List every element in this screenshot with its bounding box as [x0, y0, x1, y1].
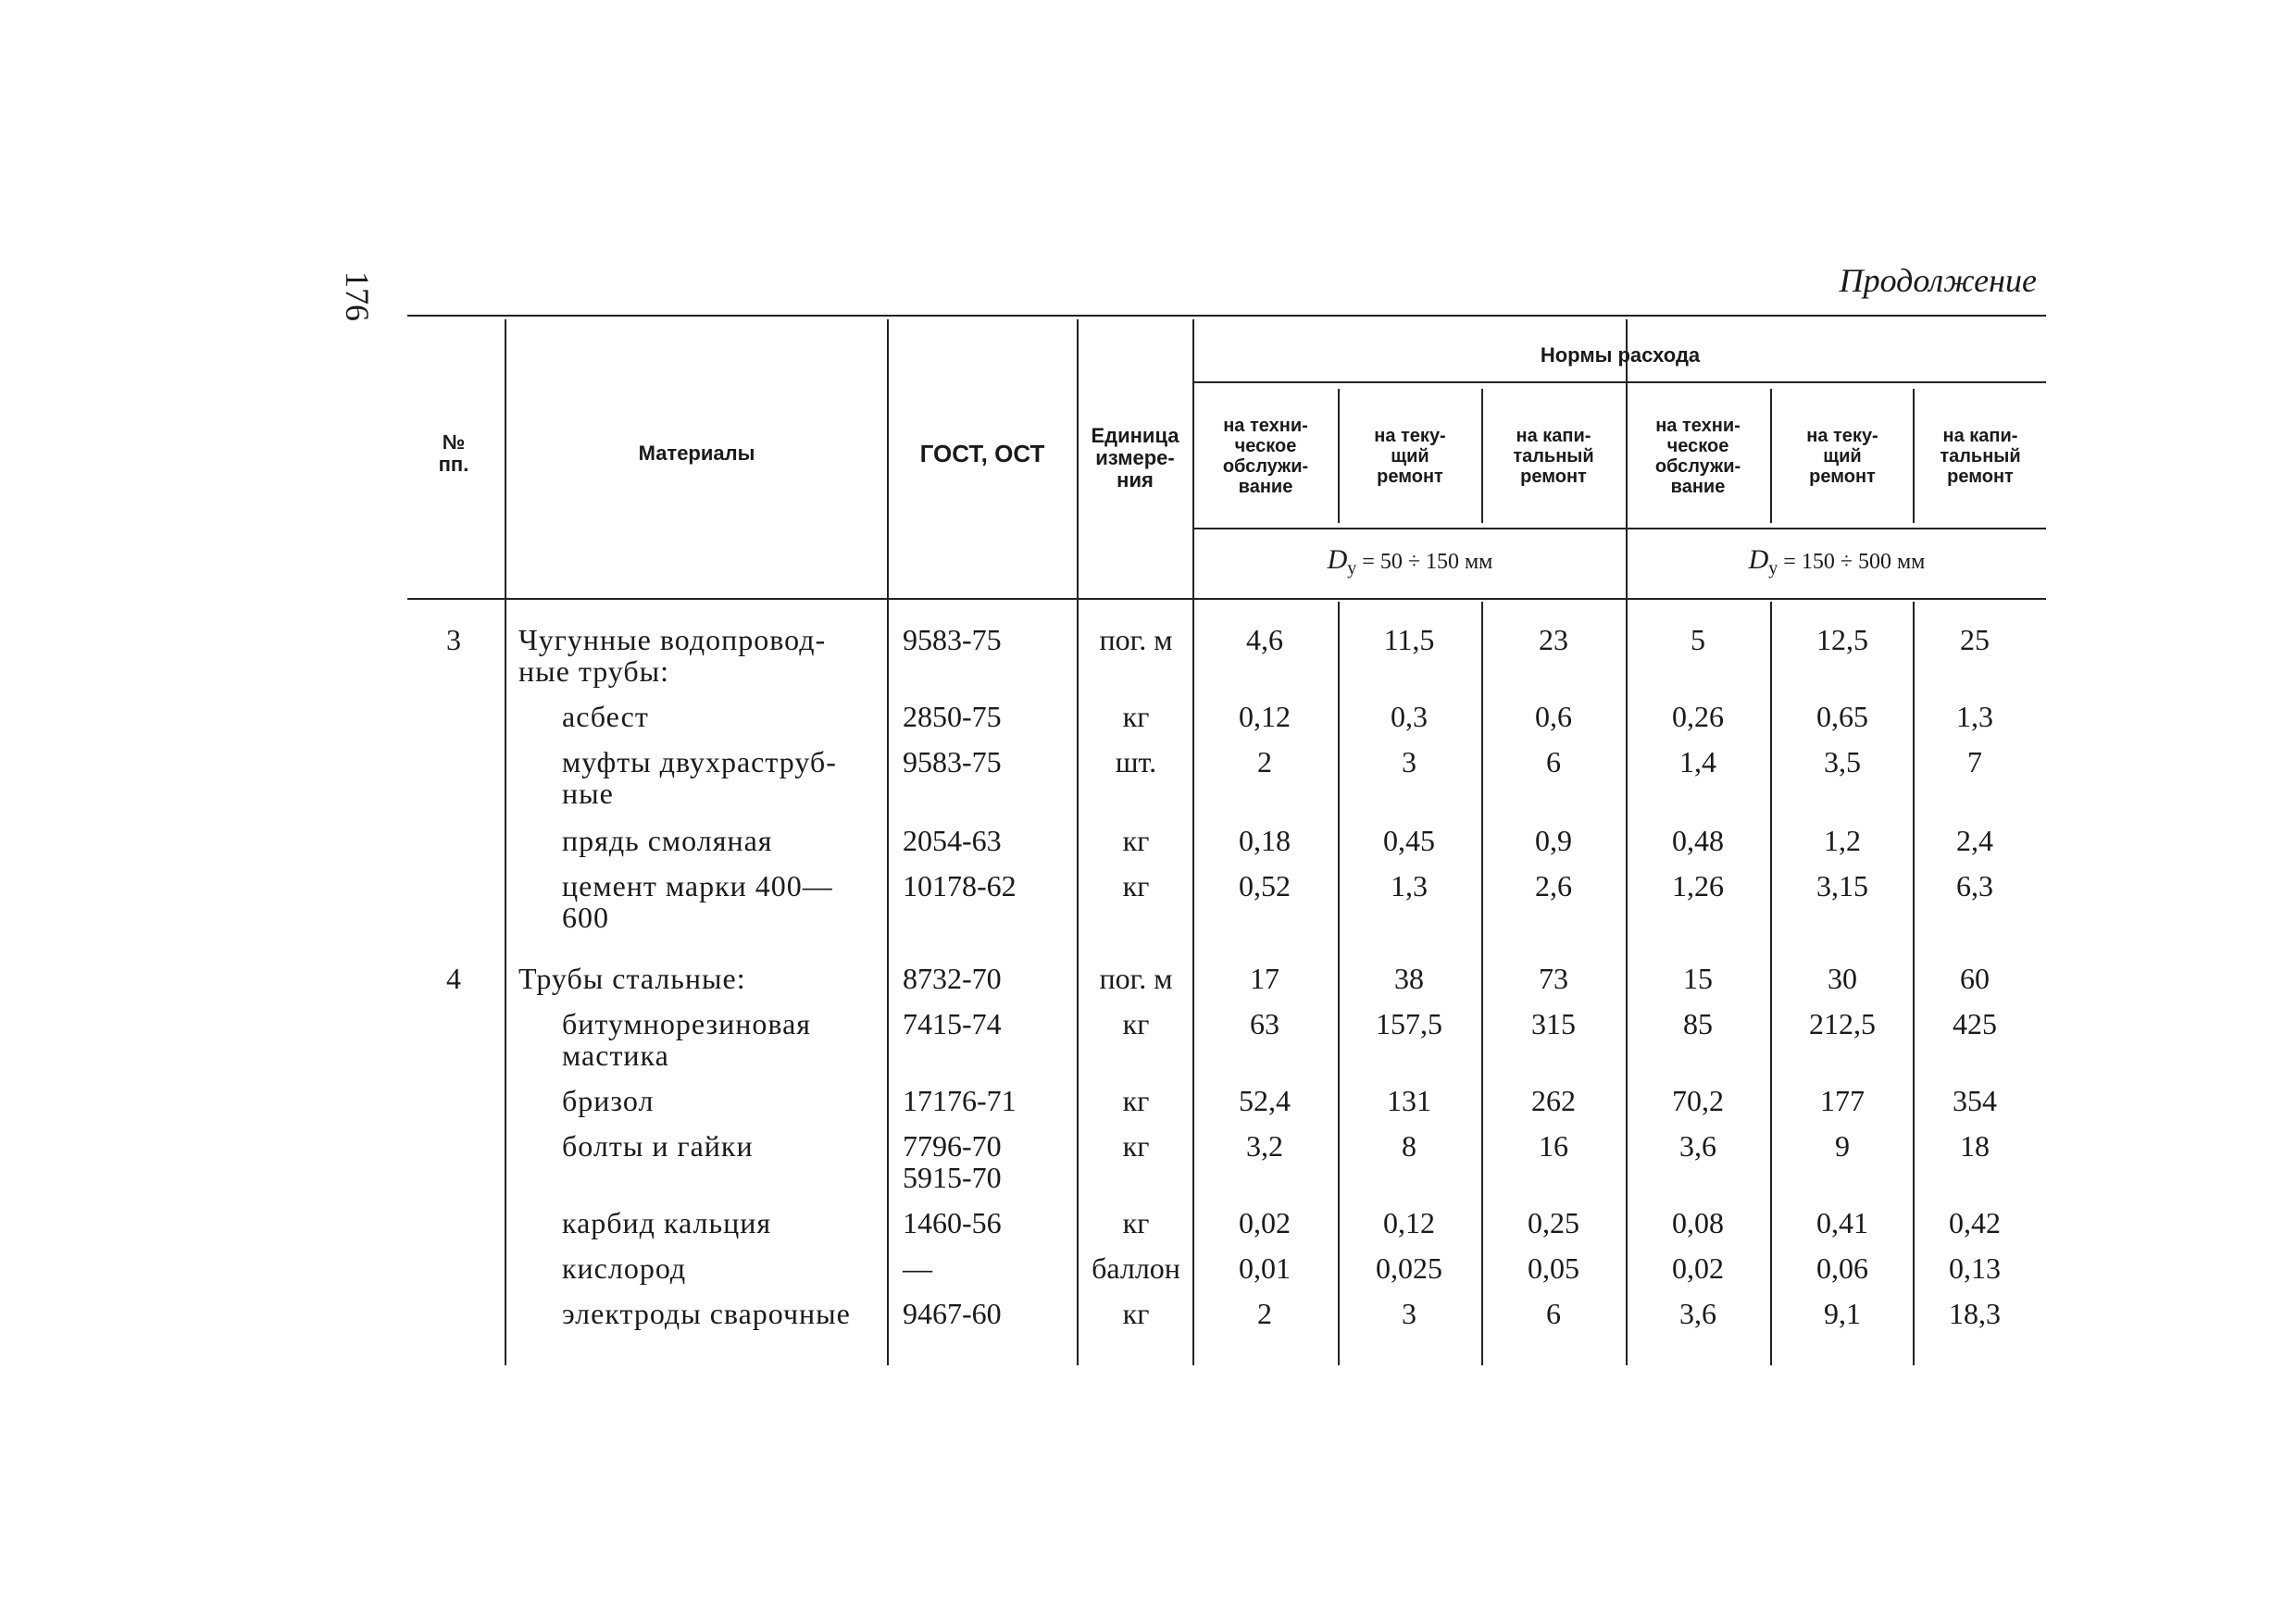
- header-range-1: [1194, 532, 1626, 595]
- row-material: битумнорезиновая мастика: [562, 1007, 812, 1072]
- row-value-5: 3,5: [1824, 745, 1861, 778]
- row-value-3: 6: [1546, 1297, 1561, 1330]
- row-unit: пог. м: [1099, 623, 1173, 656]
- row-value-1: 2: [1257, 1297, 1272, 1330]
- header-col-6: на капи- тальный ремонт: [1940, 425, 2021, 487]
- range-1-symbol: D: [1327, 543, 1348, 575]
- row-material: прядь смоляная: [562, 824, 773, 857]
- row-material: асбест: [562, 700, 649, 733]
- row-unit: кг: [1122, 1007, 1150, 1040]
- header-col-1: на техни- ческое обслужи- вание: [1222, 415, 1309, 497]
- row-value-1: 63: [1250, 1007, 1279, 1040]
- row-value-4: 1,4: [1679, 745, 1716, 778]
- row-material: электроды сварочные: [562, 1297, 851, 1330]
- row-value-2: 11,5: [1383, 623, 1435, 656]
- row-value-1: 0,12: [1239, 700, 1291, 733]
- row-unit: кг: [1122, 1084, 1150, 1117]
- row-unit: кг: [1122, 1129, 1150, 1163]
- header-col-2: на теку- щий ремонт: [1374, 425, 1446, 487]
- row-value-2: 0,3: [1391, 700, 1428, 733]
- col-rule-2: [887, 319, 889, 1365]
- row-value-2: 38: [1394, 962, 1424, 995]
- row-material: Трубы стальные:: [518, 962, 746, 995]
- row-gost: 10178-62: [903, 869, 1017, 902]
- range-1-sub: у: [1347, 557, 1357, 579]
- row-value-2: 131: [1387, 1084, 1431, 1117]
- row-value-1: 52,4: [1239, 1084, 1291, 1117]
- range-2-sub: у: [1768, 557, 1778, 579]
- row-unit: кг: [1122, 869, 1150, 902]
- row-value-5: 1,2: [1824, 824, 1861, 857]
- row-value-6: 60: [1960, 962, 1990, 995]
- range-1-text: = 50 ÷ 150 мм: [1356, 549, 1493, 574]
- row-value-3: 0,05: [1528, 1251, 1579, 1285]
- row-value-4: 0,48: [1672, 824, 1724, 857]
- row-value-3: 73: [1539, 962, 1568, 995]
- continuation-label: Продолжение: [1839, 262, 2037, 299]
- row-value-5: 0,06: [1816, 1251, 1868, 1285]
- col-rule-6: [1481, 389, 1483, 523]
- row-value-5: 9,1: [1824, 1297, 1861, 1330]
- range-rule: [1194, 528, 2046, 529]
- col-rule-5: [1338, 389, 1340, 523]
- row-value-5: 0,41: [1816, 1206, 1868, 1239]
- row-gost: 9583-75: [903, 623, 1002, 656]
- row-value-3: 2,6: [1535, 869, 1572, 902]
- col-rule-9: [1913, 389, 1915, 523]
- col-rule-7: [1626, 319, 1628, 1365]
- col-rule-8: [1770, 389, 1772, 523]
- row-value-6: 354: [1953, 1084, 1997, 1117]
- row-value-2: 157,5: [1376, 1007, 1442, 1040]
- row-value-6: 18: [1960, 1129, 1990, 1163]
- row-value-1: 0,52: [1239, 869, 1291, 902]
- col-rule-1: [505, 319, 506, 1365]
- row-gost: 7415-74: [903, 1007, 1002, 1040]
- header-col-5: на теку- щий ремонт: [1806, 425, 1878, 487]
- row-value-4: 0,08: [1672, 1206, 1724, 1239]
- row-value-2: 8: [1402, 1129, 1416, 1163]
- row-value-1: 17: [1250, 962, 1279, 995]
- row-gost: 8732-70: [903, 962, 1002, 995]
- col-rule-8b: [1770, 602, 1772, 1365]
- row-value-3: 23: [1539, 623, 1568, 656]
- col-rule-6b: [1481, 602, 1483, 1365]
- row-unit: баллон: [1092, 1251, 1180, 1285]
- row-unit: пог. м: [1099, 962, 1173, 995]
- row-gost: 9583-75: [903, 745, 1002, 778]
- row-value-5: 12,5: [1816, 623, 1868, 656]
- row-value-1: 0,18: [1239, 824, 1291, 857]
- col-rule-4: [1192, 319, 1194, 1365]
- header-col-4: на техни- ческое обслужи- вание: [1654, 415, 1741, 497]
- row-value-4: 3,6: [1679, 1129, 1716, 1163]
- header-num: № пп.: [438, 430, 469, 476]
- header-bottom-rule: [407, 598, 2046, 600]
- row-material: болты и гайки: [562, 1129, 754, 1163]
- row-value-4: 3,6: [1679, 1297, 1716, 1330]
- row-num: 3: [446, 623, 461, 656]
- row-value-6: 0,13: [1949, 1251, 2001, 1285]
- row-value-6: 1,3: [1956, 700, 1993, 733]
- norms-rule: [1194, 381, 2046, 383]
- row-value-4: 0,26: [1672, 700, 1724, 733]
- row-value-5: 9: [1835, 1129, 1850, 1163]
- row-value-4: 1,26: [1672, 869, 1724, 902]
- header-materials: Материалы: [638, 442, 755, 465]
- row-material: бризол: [562, 1084, 655, 1117]
- row-value-6: 2,4: [1956, 824, 1993, 857]
- row-material: муфты двухраструб- ные: [562, 745, 837, 810]
- header-unit: Единица измере- ния: [1091, 424, 1179, 492]
- row-value-1: 3,2: [1246, 1129, 1283, 1163]
- row-value-4: 5: [1691, 623, 1705, 656]
- row-value-2: 0,45: [1383, 824, 1435, 857]
- row-material: цемент марки 400— 600: [562, 869, 833, 934]
- row-gost: 9467-60: [903, 1297, 1002, 1330]
- row-value-3: 6: [1546, 745, 1561, 778]
- row-value-2: 3: [1402, 1297, 1416, 1330]
- row-value-5: 3,15: [1816, 869, 1868, 902]
- row-unit: кг: [1122, 1206, 1150, 1239]
- range-2-text: = 150 ÷ 500 мм: [1778, 549, 1926, 574]
- row-value-6: 18,3: [1949, 1297, 2001, 1330]
- header-range-2: [1628, 532, 2046, 595]
- header-norms: Нормы расхода: [1540, 343, 1701, 367]
- row-gost: 2850-75: [903, 700, 1002, 733]
- row-value-5: 30: [1828, 962, 1857, 995]
- row-unit: кг: [1122, 824, 1150, 857]
- header-gost: ГОСТ, ОСТ: [919, 440, 1045, 467]
- row-unit: шт.: [1115, 745, 1157, 778]
- col-rule-3: [1077, 319, 1079, 1365]
- row-material: карбид кальция: [562, 1206, 772, 1239]
- page-number: 176: [339, 271, 376, 321]
- row-value-1: 2: [1257, 745, 1272, 778]
- row-material: кислород: [562, 1251, 687, 1285]
- row-value-2: 1,3: [1391, 869, 1428, 902]
- row-unit: кг: [1122, 700, 1150, 733]
- row-value-6: 7: [1967, 745, 1982, 778]
- row-gost: —: [903, 1251, 932, 1285]
- row-value-2: 0,025: [1376, 1251, 1442, 1285]
- row-gost: 17176-71: [903, 1084, 1017, 1117]
- header-col-3: на капи- тальный ремонт: [1513, 425, 1594, 487]
- row-value-1: 0,01: [1239, 1251, 1291, 1285]
- row-value-3: 0,9: [1535, 824, 1572, 857]
- row-unit: кг: [1122, 1297, 1150, 1330]
- row-value-5: 0,65: [1816, 700, 1868, 733]
- range-2-symbol: D: [1748, 543, 1769, 575]
- row-gost: 7796-70 5915-70: [903, 1129, 1002, 1194]
- row-value-4: 70,2: [1672, 1084, 1724, 1117]
- row-value-4: 15: [1683, 962, 1713, 995]
- row-value-1: 4,6: [1246, 623, 1283, 656]
- row-value-5: 177: [1820, 1084, 1865, 1117]
- row-value-2: 3: [1402, 745, 1416, 778]
- row-value-2: 0,12: [1383, 1206, 1435, 1239]
- row-gost: 2054-63: [903, 824, 1002, 857]
- row-value-6: 25: [1960, 623, 1990, 656]
- row-value-3: 16: [1539, 1129, 1568, 1163]
- row-value-4: 0,02: [1672, 1251, 1724, 1285]
- row-value-6: 0,42: [1949, 1206, 2001, 1239]
- row-value-3: 315: [1531, 1007, 1576, 1040]
- row-material: Чугунные водопровод- ные трубы:: [518, 623, 827, 688]
- row-value-6: 6,3: [1956, 869, 1993, 902]
- row-num: 4: [446, 962, 461, 995]
- table-top-rule: [407, 315, 2046, 317]
- row-gost: 1460-56: [903, 1206, 1002, 1239]
- row-value-3: 262: [1531, 1084, 1576, 1117]
- row-value-3: 0,25: [1528, 1206, 1579, 1239]
- row-value-4: 85: [1683, 1007, 1713, 1040]
- row-value-6: 425: [1953, 1007, 1997, 1040]
- row-value-5: 212,5: [1809, 1007, 1876, 1040]
- row-value-3: 0,6: [1535, 700, 1572, 733]
- row-value-1: 0,02: [1239, 1206, 1291, 1239]
- col-rule-5b: [1338, 602, 1340, 1365]
